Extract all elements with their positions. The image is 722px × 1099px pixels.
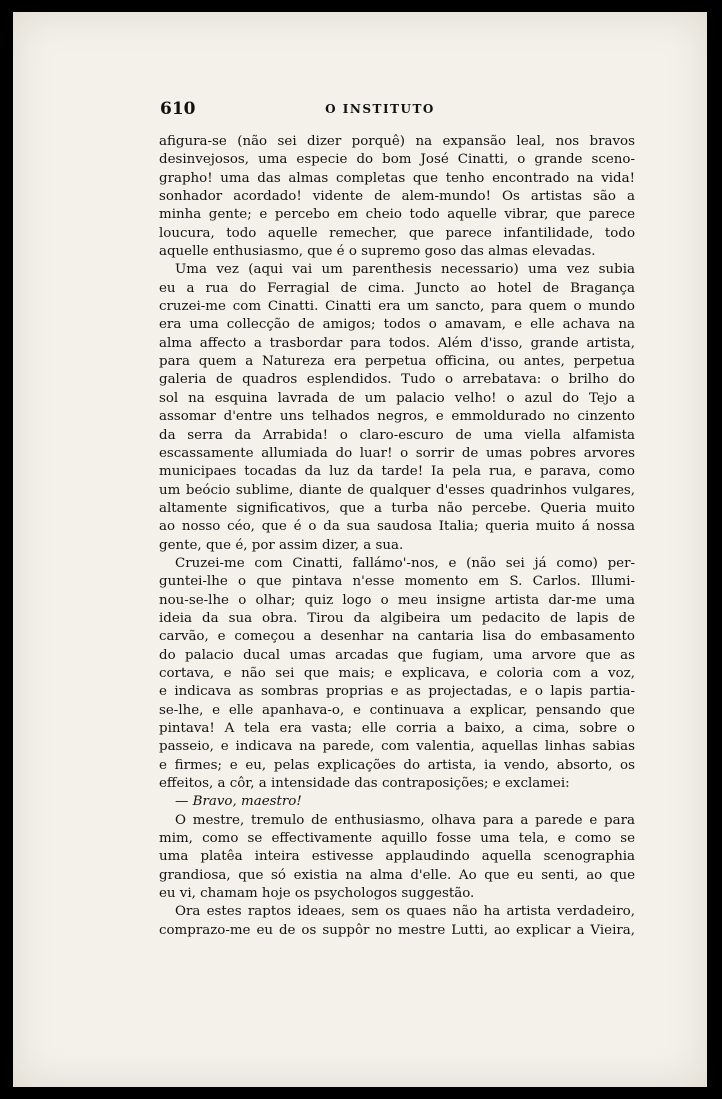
text-line: Cruzei-me com Cinatti, fallámo'-nos, e (não sei já como) per- xyxy=(175,555,635,571)
text-line: Ora estes raptos ideaes, sem os quaes não ha artista verdadeiro, xyxy=(175,904,635,920)
text-line: galeria de quadros esplendidos. Tudo o arrebatava: o brilho do xyxy=(159,372,635,388)
paragraph xyxy=(159,261,635,555)
text-line: carvão, e começou a desenhar na cantaria lisa do embasamento xyxy=(159,629,635,645)
text-line: grandiosa, que só existia na alma d'elle. Ao que eu senti, ao que xyxy=(159,867,635,883)
text-line: comprazo-me eu de os suppôr no mestre Lutti, ao explicar a Vieira, xyxy=(159,922,635,938)
text-line: um beócio sublime, diante de qualquer d'esses quadrinhos vulgares, xyxy=(159,482,635,498)
text-line: O mestre, tremulo de enthusiasmo, olhava para a parede e para xyxy=(175,812,635,828)
text-line: do palacio ducal umas arcadas que fugiam, uma arvore que as xyxy=(159,647,635,663)
text-line: aquelle enthusiasmo, que é o supremo goso das almas elevadas. xyxy=(159,244,596,260)
text-line: para quem a Natureza era perpetua officina, ou antes, perpetua xyxy=(159,354,635,370)
text-line: municipaes tocadas da luz da tarde! Ia pela rua, e parava, como xyxy=(159,464,635,480)
text-line: da serra da Arrabida! o claro-escuro de uma viella alfamista xyxy=(159,427,635,443)
text-line: uma platêa inteira estivesse applaudindo aquella scenographia xyxy=(159,849,635,865)
page-number: 610 xyxy=(160,99,196,119)
text-line: guntei-lhe o que pintava n'esse momento em S. Carlos. Illumi- xyxy=(159,574,635,590)
text-line: era uma collecção de amigos; todos o amavam, e elle achava na xyxy=(159,317,635,333)
text-line: afigura-se (não sei dizer porquê) na expansão leal, nos bravos xyxy=(159,134,635,149)
text-line: sonhador acordado! vidente de alem-mundo! Os artistas são a xyxy=(159,189,635,205)
text-line: effeitos, a côr, a intensidade das contraposições; e exclamei: xyxy=(159,776,570,792)
text-line: passeio, e indicava na parede, com valentia, aquellas linhas sabias xyxy=(159,739,635,755)
text-line: sol na esquina lavrada de um palacio velho! o azul do Tejo a xyxy=(159,390,635,406)
book-page xyxy=(13,12,707,1087)
paragraph xyxy=(159,793,635,811)
text-line: — Bravo, maestro! xyxy=(175,794,302,810)
text-line: se-lhe, e elle apanhava-o, e continuava a explicar, pensando que xyxy=(159,702,635,718)
text-line: altamente significativos, que a turba não percebe. Queria muito xyxy=(159,500,635,516)
text-line: alma affecto a trasbordar para todos. Além d'isso, grande artista, xyxy=(159,335,635,351)
paragraph xyxy=(159,812,635,904)
text-line: cortava, e não sei que mais; e explicava, e coloria com a voz, xyxy=(159,665,635,681)
text-line: escassamente allumiada do luar! o sorrir de umas pobres arvores xyxy=(159,445,635,461)
text-line: assomar d'entre uns telhados negros, e emmoldurado no cinzento xyxy=(159,409,635,425)
body-text xyxy=(159,133,635,940)
text-line: nou-se-lhe o olhar; quiz logo o meu insigne artista dar-me uma xyxy=(159,592,635,608)
text-line: pintava! A tela era vasta; elle corria a baixo, a cima, sobre o xyxy=(159,721,635,736)
text-line: mim, como se effectivamente aquillo fosse uma tela, e como se xyxy=(159,831,635,847)
text-line: Uma vez (aqui vai um parenthesis necessario) uma vez subia xyxy=(175,262,635,278)
text-line: loucura, todo aquelle remecher, que parece infantilidade, todo xyxy=(159,225,635,241)
journal-title: O INSTITUTO xyxy=(325,102,435,116)
text-line: grapho! uma das almas completas que tenho encontrado na vida! xyxy=(159,170,635,186)
paragraph xyxy=(159,903,635,940)
text-line: cruzei-me com Cinatti. Cinatti era um sancto, para quem o mundo xyxy=(159,299,635,315)
text-line: e indicava as sombras proprias e as projectadas, e o lapis partia- xyxy=(159,684,635,700)
text-line: gente, que é, por assim dizer, a sua. xyxy=(159,537,404,553)
paragraph xyxy=(159,133,635,261)
text-line: eu vi, chamam hoje os psychologos suggestão. xyxy=(159,886,475,902)
text-line: e firmes; e eu, pelas explicações do artista, ia vendo, absorto, os xyxy=(159,757,635,773)
text-line: desinvejosos, uma especie do bom José Cinatti, o grande sceno- xyxy=(159,152,635,168)
text-line: ao nosso céo, que é o da sua saudosa Italia; queria muito á nossa xyxy=(159,519,635,535)
text-line: ideia da sua obra. Tirou da algibeira um pedacito de lapis de xyxy=(159,610,635,626)
paragraph xyxy=(159,555,635,793)
running-header xyxy=(13,99,707,123)
text-line: minha gente; e percebo em cheio todo aquelle vibrar, que parece xyxy=(159,207,635,223)
text-line: eu a rua do Ferragial de cima. Juncto ao hotel de Bragança xyxy=(159,280,635,296)
